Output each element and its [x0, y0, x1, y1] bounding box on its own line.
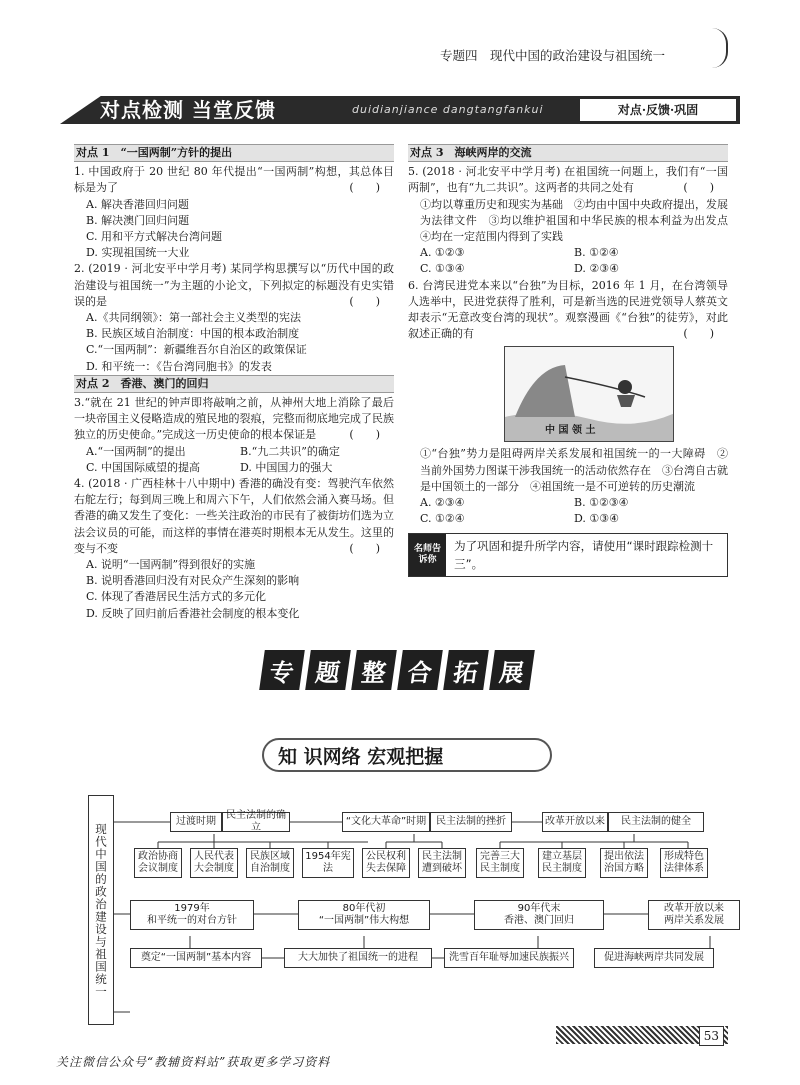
footer-note: 关注微信公众号“教辅资料站”获取更多学习资料	[56, 1055, 331, 1069]
title-char-2: 题	[305, 650, 351, 690]
q4-option-d: D. 反映了回归前后香港社会制度的根本变化	[86, 606, 300, 620]
question-1	[74, 164, 394, 261]
q3-option-b: B.“九二共识”的确定	[240, 444, 340, 458]
q2-option-d: D. 和平统一：《告台湾同胞书》的发表	[86, 359, 272, 373]
title-char-4: 合	[397, 650, 443, 690]
question-5	[408, 164, 739, 277]
q3-option-d: D. 中国国力的强大	[240, 460, 333, 474]
result-box-1: 奠定“一国两制”基本内容	[130, 948, 262, 968]
tip-text: 为了巩固和提升所学内容，请使用“课时跟踪检测十三”。	[454, 539, 714, 572]
q1-paren: ( )	[349, 181, 380, 195]
phase-box-2: 民主法制的确立	[222, 812, 290, 832]
title-char-6: 展	[489, 650, 535, 690]
q1-option-b: B. 解决澳门回归问题	[86, 213, 190, 227]
phase-box-5: 改革开放以来	[542, 812, 608, 832]
stage-1-time: 1979年	[174, 903, 210, 914]
page-number-bar	[556, 1026, 728, 1044]
cartoon-caption: 中 国 领 土	[545, 425, 596, 437]
q6-option-a: A. ②③④	[420, 496, 465, 510]
q4-stem: 4. (2018 · 广西桂林十八中期中) 香港的确没有变：驾驶汽车依然右舵左行；每到周三晚上和周六下午，人们依然会涌入赛马场。但香港的确又发生了变化：一些关注政治的市民有了被街坊们选为立法会议员的可能，而这样的事情在港英时期根本无从发生。这里的变与不变	[74, 477, 394, 555]
phase-box-6: 民主法制的健全	[608, 812, 704, 832]
item-box-9: 提出依法治国方略	[600, 848, 648, 878]
item-box-10: 形成特色法律体系	[660, 848, 708, 878]
q1-stem: 1. 中国政府于 20 世纪 80 年代提出“一国两制”构想，其总体目标是为了	[74, 165, 394, 195]
q3-option-c: C. 中国国际威望的提高	[86, 460, 201, 474]
item-box-7: 完善三大民主制度	[476, 848, 524, 878]
phase-box-4: 民主法制的挫折	[430, 812, 512, 832]
title-char-5: 拓	[443, 650, 489, 690]
q2-option-a: A.《共同纲领》：第一部社会主义类型的宪法	[86, 311, 301, 325]
section-heading-2: 对点 2 香港、澳门的回归	[74, 375, 394, 393]
q2-paren: ( )	[349, 294, 380, 308]
integration-title	[262, 650, 532, 690]
result-box-2: 大大加快了祖国统一的进程	[284, 948, 432, 968]
banner-tagline: 对点·反馈·巩固	[580, 99, 736, 121]
stage-3-time: 90年代末	[517, 903, 561, 914]
section-heading-3: 对点 3 海峡两岸的交流	[408, 144, 728, 162]
q4-option-a: A. 说明“一国两制”得到很好的实施	[86, 558, 256, 572]
q6-stem: 6. 台湾民进党本来以“台独”为目标，2016 年 1 月，在台湾领导人选举中，民进党获得了胜利，可是新当选的民进党领导人蔡英文却表示“无意改变台湾的现状”。观察漫画《“台独”的徒劳》，对此叙述正确的有	[408, 278, 728, 341]
q1-option-a: A. 解决香港回归问题	[86, 197, 189, 211]
phase-box-3: “文化大革命”时期	[342, 812, 430, 832]
item-box-5: 公民权利失去保障	[362, 848, 410, 878]
q3-paren: ( )	[349, 428, 380, 442]
q6-option-d: D. ①③④	[574, 512, 620, 526]
q5-option-c: C. ①③④	[420, 262, 465, 276]
item-box-1: 政治协商会议制度	[134, 848, 182, 878]
q6-option-b: B. ①②③④	[574, 496, 629, 510]
q6-statements: ①“台独”势力是阻碍两岸关系发展和祖国统一的一大障碍 ②当前外国势力图谋干涉我国统一的活动依然存在 ③台湾自古就是中国领土的一部分 ④祖国统一是不可逆转的历史潮流	[420, 447, 728, 493]
question-3	[74, 395, 394, 476]
tip-label: 名师告诉你	[409, 534, 446, 576]
knowledge-banner-title: 知 识网络 宏观把握	[278, 746, 444, 768]
q4-option-c: C. 体现了香港居民生活方式的多元化	[86, 590, 267, 604]
item-box-6: 民主法制遭到破坏	[418, 848, 466, 878]
q2-option-b: B. 民族区域自治制度：中国的根本政治制度	[86, 327, 300, 341]
q6-option-c: C. ①②④	[420, 512, 465, 526]
q5-option-a: A. ①②③	[420, 246, 465, 260]
stage-3-event: 香港、澳门回归	[504, 915, 574, 926]
q2-option-c: C.“一国两制”：新疆维吾尔自治区的政策保证	[86, 343, 307, 357]
item-box-2: 人民代表大会制度	[190, 848, 238, 878]
question-6	[408, 278, 728, 528]
title-char-3: 整	[351, 650, 397, 690]
q5-stem: 5. (2018 · 河北安平中学月考) 在祖国统一问题上，我们有“一国两制”，也有“九二共识”。这两者的共同之处有	[408, 165, 728, 195]
cartoon-image	[504, 346, 674, 442]
result-box-3: 洗雪百年耻辱加速民族振兴	[444, 948, 574, 968]
q3-stem: 3.“就在 21 世纪的钟声即将敲响之前，从神州大地上消除了最后一块帝国主义侵略造成的殖民地的裂痕，完整而彻底地完成了民族独立的历史使命。”完成这一历史使命的根本保证是	[74, 396, 394, 442]
q5-option-b: B. ①②④	[574, 246, 619, 260]
stage-box-2	[298, 900, 430, 930]
q5-paren: ( )	[683, 181, 714, 195]
stage-box-1	[130, 900, 254, 930]
stage-2-time: 80年代初	[342, 903, 386, 914]
item-box-4: 1954年宪法	[302, 848, 354, 878]
q2-stem: 2. (2019 · 河北安平中学月考) 某同学构思撰写以“历代中国的政治建设与祖国统一”为主题的小论文，下列拟定的标题没有史实错误的是	[74, 262, 394, 308]
stage-box-3	[474, 900, 604, 930]
title-char-1: 专	[259, 650, 305, 690]
q4-option-b: B. 说明香港回归没有对民众产生深刻的影响	[86, 574, 300, 588]
banner-pinyin: duidianjiance dangtangfankui	[352, 103, 544, 116]
q5-statements: ①均以尊重历史和现实为基础 ②均由中国中央政府提出，发展为法律文件 ③均以维护祖国和中华民族的根本利益为出发点 ④均在一定范围内得到了实践	[420, 197, 739, 244]
running-header: 专题四 现代中国的政治建设与祖国统一	[440, 48, 666, 63]
q1-option-d: D. 实现祖国统一大业	[86, 246, 190, 260]
stage-2-event: “一国两制”伟大构想	[318, 915, 410, 926]
q5-option-d: D. ②③④	[574, 262, 620, 276]
q1-option-c: C. 用和平方式解决台湾问题	[86, 230, 223, 244]
item-box-8: 建立基层民主制度	[538, 848, 586, 878]
page-number: 53	[699, 1026, 724, 1046]
left-column	[74, 144, 394, 622]
teacher-tip	[408, 533, 728, 577]
stage-4-event: 两岸关系发展	[664, 915, 724, 926]
q6-paren: ( )	[683, 327, 714, 341]
phase-box-1: 过渡时期	[170, 812, 222, 832]
result-box-4: 促进海峡两岸共同发展	[594, 948, 714, 968]
section-heading-1: 对点 1 “一国两制”方针的提出	[74, 144, 394, 162]
stage-box-4	[648, 900, 740, 930]
question-2	[74, 261, 394, 374]
right-column	[408, 144, 739, 577]
q3-option-a: A.“一国两制”的提出	[86, 444, 186, 458]
stage-1-event: 和平统一的对台方针	[147, 915, 237, 926]
q4-paren: ( )	[349, 541, 380, 555]
banner-title: 对点检测 当堂反馈	[100, 98, 276, 122]
question-4	[74, 476, 394, 622]
item-box-3: 民族区域自治制度	[246, 848, 294, 878]
header-bracket	[712, 28, 728, 68]
stage-4-time: 改革开放以来	[664, 903, 724, 914]
diagram-root: 现代中国的政治建设与祖国统一	[88, 795, 114, 1025]
